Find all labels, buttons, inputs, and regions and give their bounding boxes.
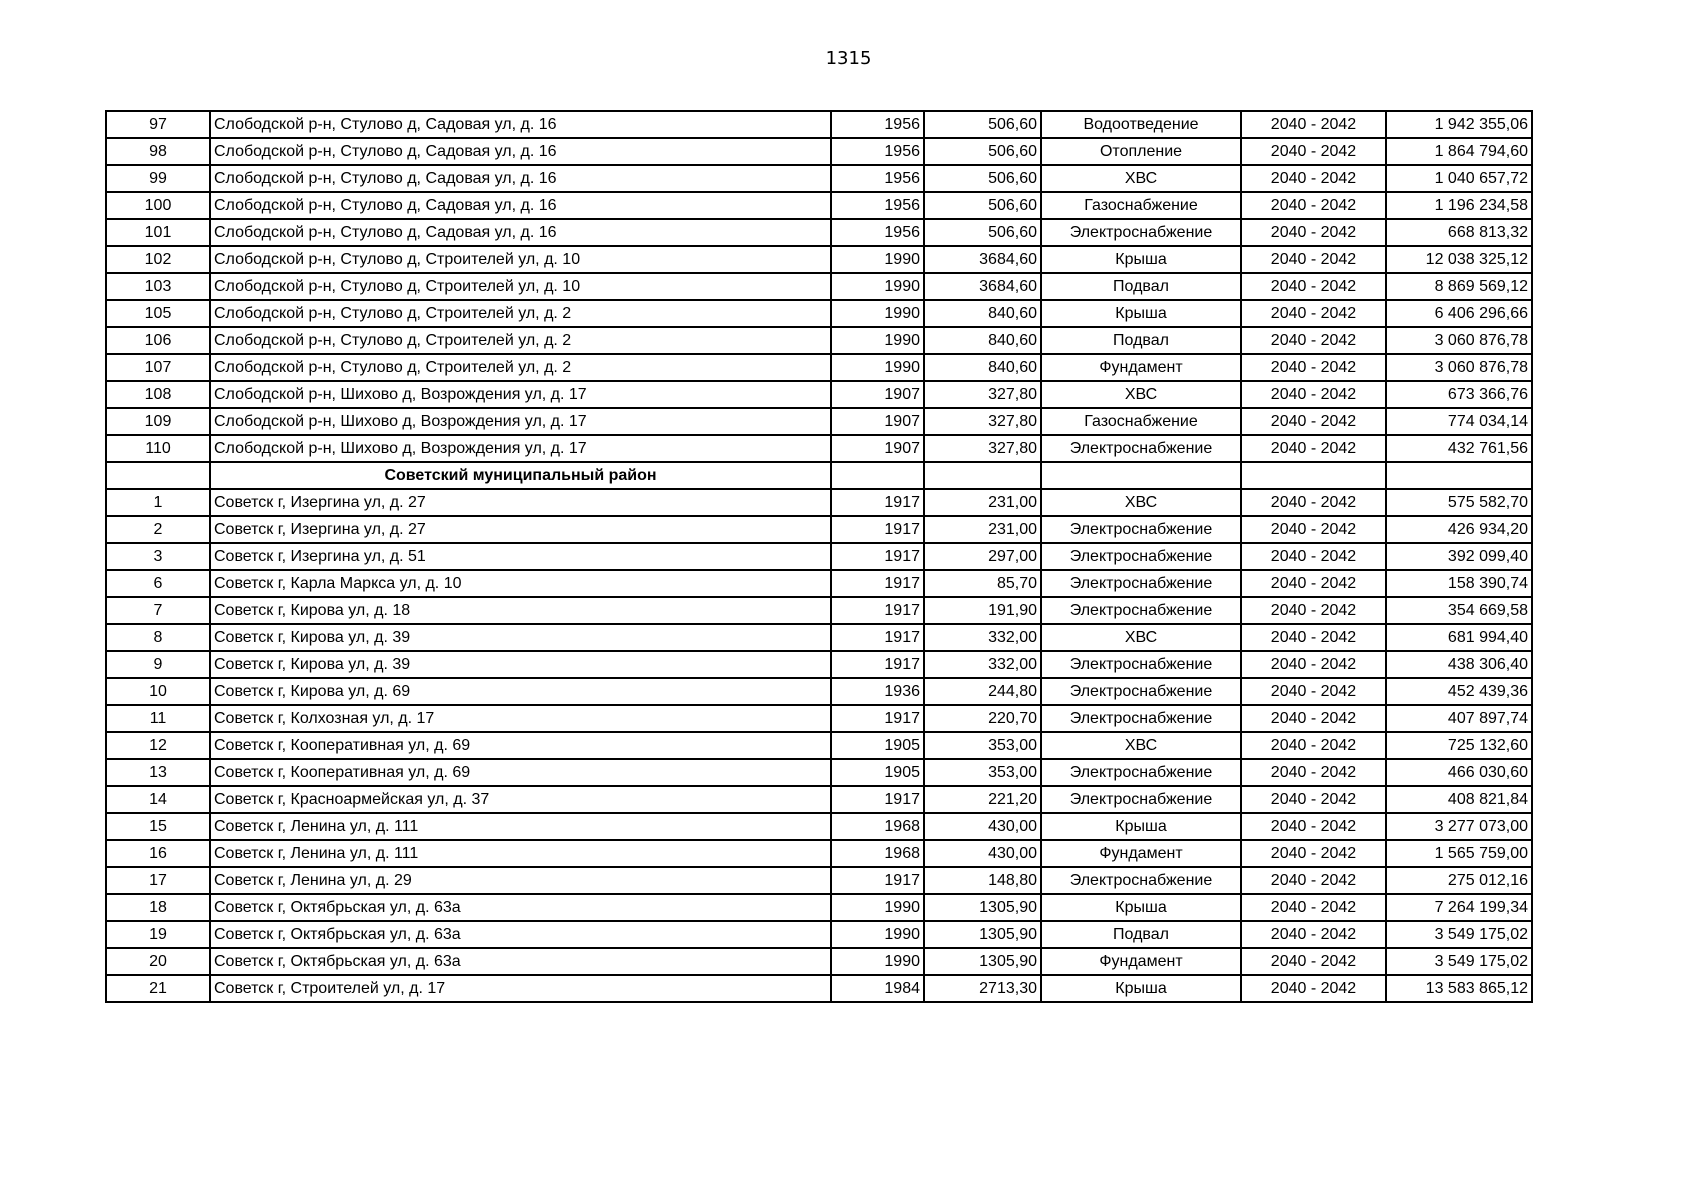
cost-cell: 158 390,74 <box>1386 570 1532 597</box>
address-cell: Советск г, Октябрьская ул, д. 63а <box>210 894 831 921</box>
build-year-cell: 1956 <box>831 219 924 246</box>
period-cell: 2040 - 2042 <box>1241 192 1386 219</box>
build-year-cell: 1907 <box>831 408 924 435</box>
work-type-cell: Крыша <box>1041 300 1241 327</box>
area-cell: 2713,30 <box>924 975 1041 1002</box>
period-cell: 2040 - 2042 <box>1241 543 1386 570</box>
period-cell: 2040 - 2042 <box>1241 624 1386 651</box>
build-year-cell: 1968 <box>831 840 924 867</box>
area-cell: 297,00 <box>924 543 1041 570</box>
period-cell: 2040 - 2042 <box>1241 921 1386 948</box>
period-cell: 2040 - 2042 <box>1241 705 1386 732</box>
area-cell: 85,70 <box>924 570 1041 597</box>
area-cell: 332,00 <box>924 624 1041 651</box>
row-number-cell: 3 <box>106 543 210 570</box>
area-cell: 244,80 <box>924 678 1041 705</box>
address-cell: Слободской р-н, Стулово д, Садовая ул, д. 16 <box>210 111 831 138</box>
address-cell: Слободской р-н, Стулово д, Садовая ул, д. 16 <box>210 219 831 246</box>
cost-cell: 8 869 569,12 <box>1386 273 1532 300</box>
area-cell: 430,00 <box>924 813 1041 840</box>
work-type-cell: Электроснабжение <box>1041 786 1241 813</box>
area-cell: 3684,60 <box>924 273 1041 300</box>
page-number: 1315 <box>825 48 872 69</box>
address-cell: Советск г, Ленина ул, д. 111 <box>210 840 831 867</box>
row-number-cell: 6 <box>106 570 210 597</box>
work-type-cell: Электроснабжение <box>1041 219 1241 246</box>
table-row <box>106 651 1532 678</box>
period-cell: 2040 - 2042 <box>1241 975 1386 1002</box>
row-number-cell: 102 <box>106 246 210 273</box>
work-type-cell: Газоснабжение <box>1041 408 1241 435</box>
address-cell: Слободской р-н, Стулово д, Садовая ул, д. 16 <box>210 165 831 192</box>
section-empty-cell <box>106 462 210 489</box>
area-cell: 221,20 <box>924 786 1041 813</box>
row-number-cell: 99 <box>106 165 210 192</box>
cost-cell: 7 264 199,34 <box>1386 894 1532 921</box>
build-year-cell: 1968 <box>831 813 924 840</box>
row-number-cell: 20 <box>106 948 210 975</box>
area-cell: 506,60 <box>924 165 1041 192</box>
table-row <box>106 354 1532 381</box>
table-row <box>106 111 1532 138</box>
area-cell: 1305,90 <box>924 948 1041 975</box>
address-cell: Советск г, Октябрьская ул, д. 63а <box>210 948 831 975</box>
cost-cell: 407 897,74 <box>1386 705 1532 732</box>
table-row <box>106 624 1532 651</box>
table-row <box>106 300 1532 327</box>
row-number-cell: 10 <box>106 678 210 705</box>
area-cell: 840,60 <box>924 354 1041 381</box>
table-row <box>106 192 1532 219</box>
build-year-cell: 1956 <box>831 138 924 165</box>
build-year-cell: 1984 <box>831 975 924 1002</box>
period-cell: 2040 - 2042 <box>1241 840 1386 867</box>
address-cell: Слободской р-н, Шихово д, Возрождения ул, д. 17 <box>210 435 831 462</box>
build-year-cell: 1990 <box>831 948 924 975</box>
row-number-cell: 100 <box>106 192 210 219</box>
area-cell: 506,60 <box>924 219 1041 246</box>
build-year-cell: 1917 <box>831 543 924 570</box>
table-row <box>106 219 1532 246</box>
table-row <box>106 165 1532 192</box>
table-row <box>106 786 1532 813</box>
table-row <box>106 570 1532 597</box>
period-cell: 2040 - 2042 <box>1241 570 1386 597</box>
address-cell: Советск г, Октябрьская ул, д. 63а <box>210 921 831 948</box>
period-cell: 2040 - 2042 <box>1241 948 1386 975</box>
build-year-cell: 1907 <box>831 381 924 408</box>
table-row <box>106 273 1532 300</box>
area-cell: 231,00 <box>924 516 1041 543</box>
table-row <box>106 381 1532 408</box>
address-cell: Советск г, Красноармейская ул, д. 37 <box>210 786 831 813</box>
row-number-cell: 19 <box>106 921 210 948</box>
period-cell: 2040 - 2042 <box>1241 327 1386 354</box>
work-type-cell: Фундамент <box>1041 840 1241 867</box>
area-cell: 840,60 <box>924 300 1041 327</box>
table-row <box>106 759 1532 786</box>
table-row <box>106 327 1532 354</box>
work-type-cell: Подвал <box>1041 327 1241 354</box>
period-cell: 2040 - 2042 <box>1241 381 1386 408</box>
work-type-cell: Электроснабжение <box>1041 597 1241 624</box>
cost-cell: 12 038 325,12 <box>1386 246 1532 273</box>
work-type-cell: ХВС <box>1041 381 1241 408</box>
build-year-cell: 1990 <box>831 894 924 921</box>
cost-cell: 3 060 876,78 <box>1386 354 1532 381</box>
period-cell: 2040 - 2042 <box>1241 273 1386 300</box>
address-cell: Советск г, Кирова ул, д. 18 <box>210 597 831 624</box>
row-number-cell: 105 <box>106 300 210 327</box>
section-empty-cell <box>831 462 924 489</box>
table-row <box>106 516 1532 543</box>
address-cell: Слободской р-н, Стулово д, Строителей ул, д. 2 <box>210 327 831 354</box>
area-cell: 506,60 <box>924 138 1041 165</box>
cost-cell: 275 012,16 <box>1386 867 1532 894</box>
cost-cell: 1 864 794,60 <box>1386 138 1532 165</box>
address-cell: Слободской р-н, Стулово д, Строителей ул, д. 10 <box>210 273 831 300</box>
period-cell: 2040 - 2042 <box>1241 516 1386 543</box>
row-number-cell: 1 <box>106 489 210 516</box>
build-year-cell: 1917 <box>831 516 924 543</box>
build-year-cell: 1917 <box>831 867 924 894</box>
row-number-cell: 108 <box>106 381 210 408</box>
period-cell: 2040 - 2042 <box>1241 435 1386 462</box>
address-cell: Советск г, Кирова ул, д. 39 <box>210 651 831 678</box>
work-type-cell: ХВС <box>1041 165 1241 192</box>
work-type-cell: ХВС <box>1041 624 1241 651</box>
cost-cell: 1 942 355,06 <box>1386 111 1532 138</box>
build-year-cell: 1936 <box>831 678 924 705</box>
period-cell: 2040 - 2042 <box>1241 759 1386 786</box>
row-number-cell: 7 <box>106 597 210 624</box>
period-cell: 2040 - 2042 <box>1241 597 1386 624</box>
cost-cell: 668 813,32 <box>1386 219 1532 246</box>
area-cell: 231,00 <box>924 489 1041 516</box>
work-type-cell: Электроснабжение <box>1041 435 1241 462</box>
row-number-cell: 107 <box>106 354 210 381</box>
area-cell: 1305,90 <box>924 921 1041 948</box>
work-type-cell: Крыша <box>1041 894 1241 921</box>
address-cell: Советск г, Изергина ул, д. 51 <box>210 543 831 570</box>
build-year-cell: 1990 <box>831 246 924 273</box>
period-cell: 2040 - 2042 <box>1241 786 1386 813</box>
work-type-cell: Водоотведение <box>1041 111 1241 138</box>
period-cell: 2040 - 2042 <box>1241 813 1386 840</box>
address-cell: Советск г, Ленина ул, д. 29 <box>210 867 831 894</box>
cost-cell: 438 306,40 <box>1386 651 1532 678</box>
row-number-cell: 97 <box>106 111 210 138</box>
area-cell: 3684,60 <box>924 246 1041 273</box>
row-number-cell: 16 <box>106 840 210 867</box>
table-row <box>106 435 1532 462</box>
area-cell: 1305,90 <box>924 894 1041 921</box>
area-cell: 430,00 <box>924 840 1041 867</box>
cost-cell: 13 583 865,12 <box>1386 975 1532 1002</box>
table-row <box>106 246 1532 273</box>
table-row <box>106 597 1532 624</box>
table-row <box>106 489 1532 516</box>
build-year-cell: 1956 <box>831 165 924 192</box>
build-year-cell: 1990 <box>831 327 924 354</box>
work-type-cell: Электроснабжение <box>1041 543 1241 570</box>
table-row <box>106 543 1532 570</box>
row-number-cell: 17 <box>106 867 210 894</box>
row-number-cell: 13 <box>106 759 210 786</box>
table-row <box>106 948 1532 975</box>
address-cell: Советск г, Строителей ул, д. 17 <box>210 975 831 1002</box>
period-cell: 2040 - 2042 <box>1241 138 1386 165</box>
cost-cell: 426 934,20 <box>1386 516 1532 543</box>
row-number-cell: 11 <box>106 705 210 732</box>
address-cell: Советск г, Карла Маркса ул, д. 10 <box>210 570 831 597</box>
build-year-cell: 1956 <box>831 192 924 219</box>
cost-cell: 673 366,76 <box>1386 381 1532 408</box>
row-number-cell: 12 <box>106 732 210 759</box>
row-number-cell: 110 <box>106 435 210 462</box>
work-type-cell: Крыша <box>1041 813 1241 840</box>
table-row <box>106 840 1532 867</box>
area-cell: 840,60 <box>924 327 1041 354</box>
address-cell: Слободской р-н, Стулово д, Садовая ул, д. 16 <box>210 192 831 219</box>
cost-cell: 1 040 657,72 <box>1386 165 1532 192</box>
table-row <box>106 138 1532 165</box>
address-cell: Слободской р-н, Стулово д, Садовая ул, д. 16 <box>210 138 831 165</box>
section-empty-cell <box>1241 462 1386 489</box>
address-cell: Советск г, Кооперативная ул, д. 69 <box>210 732 831 759</box>
build-year-cell: 1917 <box>831 786 924 813</box>
area-cell: 506,60 <box>924 192 1041 219</box>
row-number-cell: 2 <box>106 516 210 543</box>
work-type-cell: Крыша <box>1041 246 1241 273</box>
row-number-cell: 14 <box>106 786 210 813</box>
build-year-cell: 1990 <box>831 300 924 327</box>
period-cell: 2040 - 2042 <box>1241 489 1386 516</box>
build-year-cell: 1956 <box>831 111 924 138</box>
period-cell: 2040 - 2042 <box>1241 165 1386 192</box>
section-empty-cell <box>1041 462 1241 489</box>
build-year-cell: 1917 <box>831 624 924 651</box>
work-type-cell: Электроснабжение <box>1041 759 1241 786</box>
row-number-cell: 8 <box>106 624 210 651</box>
row-number-cell: 109 <box>106 408 210 435</box>
area-cell: 332,00 <box>924 651 1041 678</box>
section-title: Советский муниципальный район <box>210 462 831 489</box>
period-cell: 2040 - 2042 <box>1241 408 1386 435</box>
address-cell: Слободской р-н, Стулово д, Строителей ул, д. 2 <box>210 300 831 327</box>
work-type-cell: Газоснабжение <box>1041 192 1241 219</box>
build-year-cell: 1917 <box>831 489 924 516</box>
build-year-cell: 1990 <box>831 354 924 381</box>
area-cell: 327,80 <box>924 435 1041 462</box>
cost-cell: 354 669,58 <box>1386 597 1532 624</box>
area-cell: 191,90 <box>924 597 1041 624</box>
period-cell: 2040 - 2042 <box>1241 111 1386 138</box>
cost-cell: 774 034,14 <box>1386 408 1532 435</box>
area-cell: 327,80 <box>924 381 1041 408</box>
cost-cell: 432 761,56 <box>1386 435 1532 462</box>
work-type-cell: Электроснабжение <box>1041 570 1241 597</box>
cost-cell: 725 132,60 <box>1386 732 1532 759</box>
address-cell: Советск г, Кирова ул, д. 69 <box>210 678 831 705</box>
row-number-cell: 101 <box>106 219 210 246</box>
table-row <box>106 732 1532 759</box>
address-cell: Советск г, Кооперативная ул, д. 69 <box>210 759 831 786</box>
table-row <box>106 678 1532 705</box>
period-cell: 2040 - 2042 <box>1241 354 1386 381</box>
cost-cell: 466 030,60 <box>1386 759 1532 786</box>
table-row <box>106 921 1532 948</box>
cost-cell: 1 565 759,00 <box>1386 840 1532 867</box>
row-number-cell: 98 <box>106 138 210 165</box>
section-header-row <box>106 462 1532 489</box>
cost-cell: 681 994,40 <box>1386 624 1532 651</box>
cost-cell: 3 060 876,78 <box>1386 327 1532 354</box>
address-cell: Советск г, Изергина ул, д. 27 <box>210 516 831 543</box>
address-cell: Слободской р-н, Стулово д, Строителей ул, д. 2 <box>210 354 831 381</box>
period-cell: 2040 - 2042 <box>1241 732 1386 759</box>
row-number-cell: 9 <box>106 651 210 678</box>
cost-cell: 575 582,70 <box>1386 489 1532 516</box>
area-cell: 327,80 <box>924 408 1041 435</box>
address-cell: Советск г, Ленина ул, д. 111 <box>210 813 831 840</box>
address-cell: Советск г, Кирова ул, д. 39 <box>210 624 831 651</box>
row-number-cell: 21 <box>106 975 210 1002</box>
repair-schedule-table <box>105 110 1533 1003</box>
work-type-cell: Электроснабжение <box>1041 678 1241 705</box>
address-cell: Слободской р-н, Шихово д, Возрождения ул, д. 17 <box>210 408 831 435</box>
work-type-cell: ХВС <box>1041 732 1241 759</box>
cost-cell: 392 099,40 <box>1386 543 1532 570</box>
period-cell: 2040 - 2042 <box>1241 219 1386 246</box>
work-type-cell: Фундамент <box>1041 948 1241 975</box>
section-empty-cell <box>924 462 1041 489</box>
address-cell: Слободской р-н, Шихово д, Возрождения ул, д. 17 <box>210 381 831 408</box>
table-row <box>106 975 1532 1002</box>
table-body <box>106 111 1532 1002</box>
work-type-cell: Подвал <box>1041 273 1241 300</box>
cost-cell: 408 821,84 <box>1386 786 1532 813</box>
period-cell: 2040 - 2042 <box>1241 678 1386 705</box>
period-cell: 2040 - 2042 <box>1241 894 1386 921</box>
work-type-cell: Фундамент <box>1041 354 1241 381</box>
build-year-cell: 1905 <box>831 759 924 786</box>
cost-cell: 3 549 175,02 <box>1386 948 1532 975</box>
area-cell: 353,00 <box>924 759 1041 786</box>
build-year-cell: 1905 <box>831 732 924 759</box>
work-type-cell: Электроснабжение <box>1041 867 1241 894</box>
area-cell: 148,80 <box>924 867 1041 894</box>
period-cell: 2040 - 2042 <box>1241 246 1386 273</box>
table-row <box>106 867 1532 894</box>
address-cell: Слободской р-н, Стулово д, Строителей ул, д. 10 <box>210 246 831 273</box>
build-year-cell: 1907 <box>831 435 924 462</box>
build-year-cell: 1917 <box>831 570 924 597</box>
cost-cell: 1 196 234,58 <box>1386 192 1532 219</box>
build-year-cell: 1917 <box>831 651 924 678</box>
row-number-cell: 18 <box>106 894 210 921</box>
work-type-cell: Электроснабжение <box>1041 516 1241 543</box>
address-cell: Советск г, Изергина ул, д. 27 <box>210 489 831 516</box>
area-cell: 220,70 <box>924 705 1041 732</box>
period-cell: 2040 - 2042 <box>1241 867 1386 894</box>
cost-cell: 452 439,36 <box>1386 678 1532 705</box>
cost-cell: 3 549 175,02 <box>1386 921 1532 948</box>
area-cell: 353,00 <box>924 732 1041 759</box>
cost-cell: 6 406 296,66 <box>1386 300 1532 327</box>
work-type-cell: Подвал <box>1041 921 1241 948</box>
period-cell: 2040 - 2042 <box>1241 300 1386 327</box>
cost-cell: 3 277 073,00 <box>1386 813 1532 840</box>
build-year-cell: 1917 <box>831 705 924 732</box>
address-cell: Советск г, Колхозная ул, д. 17 <box>210 705 831 732</box>
build-year-cell: 1990 <box>831 273 924 300</box>
work-type-cell: Крыша <box>1041 975 1241 1002</box>
work-type-cell: Электроснабжение <box>1041 651 1241 678</box>
table-row <box>106 894 1532 921</box>
row-number-cell: 15 <box>106 813 210 840</box>
table-row <box>106 813 1532 840</box>
table-row <box>106 705 1532 732</box>
work-type-cell: Отопление <box>1041 138 1241 165</box>
build-year-cell: 1990 <box>831 921 924 948</box>
work-type-cell: ХВС <box>1041 489 1241 516</box>
build-year-cell: 1917 <box>831 597 924 624</box>
row-number-cell: 103 <box>106 273 210 300</box>
table-row <box>106 408 1532 435</box>
area-cell: 506,60 <box>924 111 1041 138</box>
row-number-cell: 106 <box>106 327 210 354</box>
work-type-cell: Электроснабжение <box>1041 705 1241 732</box>
period-cell: 2040 - 2042 <box>1241 651 1386 678</box>
section-empty-cell <box>1386 462 1532 489</box>
